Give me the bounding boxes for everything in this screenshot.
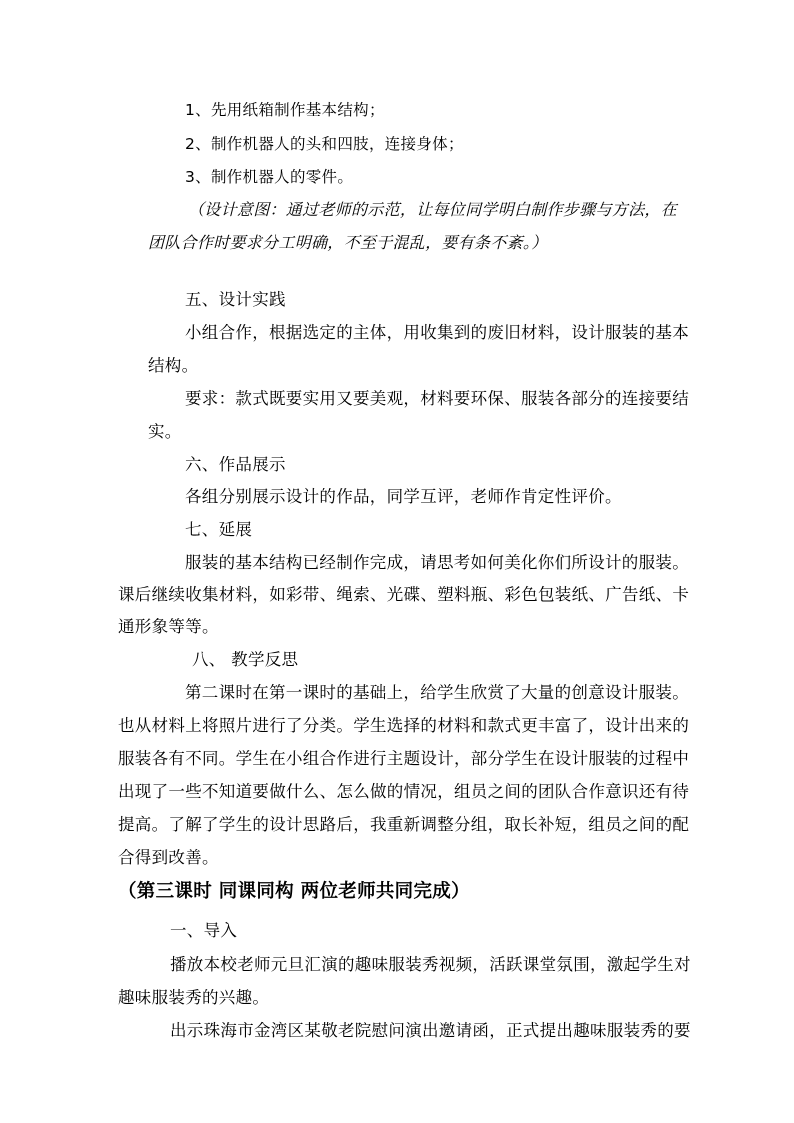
section-heading-8: 八、 教学反思 bbox=[192, 650, 299, 669]
step-2: 2、制作机器人的头和四肢，连接身体； bbox=[185, 135, 464, 153]
paragraph-text: 服装的基本结构已经制作完成，请思考如何美化你们所设计的服装。 bbox=[185, 553, 689, 572]
design-intent-line-1: （设计意图：通过老师的示范，让每位同学明白制作步骤与方法，在 bbox=[188, 200, 678, 219]
paragraph-text: 合得到改善。 bbox=[118, 848, 219, 867]
design-intent-line-2: 团队合作时要求分工明确，不至于混乱，要有条不紊。） bbox=[148, 233, 548, 252]
paragraph-text: 播放本校老师元旦汇演的趣味服装秀视频，活跃课堂氛围，激起学生对 bbox=[170, 955, 691, 974]
paragraph-text: 服装各有不同。学生在小组合作进行主题设计，部分学生在设计服装的过程中 bbox=[118, 749, 690, 768]
paragraph-text: 趣味服装秀的兴趣。 bbox=[118, 988, 270, 1007]
paragraph-text: 各组分别展示设计的作品，同学互评，老师作肯定性评价。 bbox=[185, 487, 622, 506]
step-3: 3、制作机器人的零件。 bbox=[185, 168, 354, 186]
paragraph-text: 出示珠海市金湾区某敬老院慰问演出邀请函，正式提出趣味服装秀的要 bbox=[170, 1021, 691, 1040]
paragraph-text: 第二课时在第一课时的基础上，给学生欣赏了大量的创意设计服装。 bbox=[185, 683, 689, 702]
section-heading-7: 七、延展 bbox=[185, 520, 253, 539]
paragraph-text: 出现了一些不知道要做什么、怎么做的情况，组员之间的团队合作意识还有待 bbox=[118, 782, 690, 801]
paragraph-text: 也从材料上将照片进行了分类。学生选择的材料和款式更丰富了，设计出来的 bbox=[118, 716, 690, 735]
paragraph-text: 实。 bbox=[148, 422, 182, 441]
section-heading-5: 五、设计实践 bbox=[185, 290, 286, 309]
paragraph-text: 结构。 bbox=[148, 356, 199, 375]
paragraph-text: 通形象等等。 bbox=[118, 617, 219, 636]
paragraph-text: 提高。了解了学生的设计思路后，我重新调整分组，取长补短，组员之间的配 bbox=[118, 815, 690, 834]
step-1: 1、先用纸箱制作基本结构； bbox=[185, 101, 385, 119]
section-heading-6: 六、作品展示 bbox=[185, 455, 286, 474]
paragraph-text: 要求：款式既要实用又要美观，材料要环保、服装各部分的连接要结 bbox=[185, 389, 689, 408]
paragraph-text: 课后继续收集材料，如彩带、绳索、光碟、塑料瓶、彩色包装纸、广告纸、卡 bbox=[118, 585, 690, 604]
lesson-3-title: （第三课时 同课同构 两位老师共同完成） bbox=[118, 881, 470, 902]
paragraph-text: 小组合作，根据选定的主体，用收集到的废旧材料，设计服装的基本 bbox=[185, 323, 689, 342]
section-heading-1: 一、导入 bbox=[170, 921, 238, 940]
